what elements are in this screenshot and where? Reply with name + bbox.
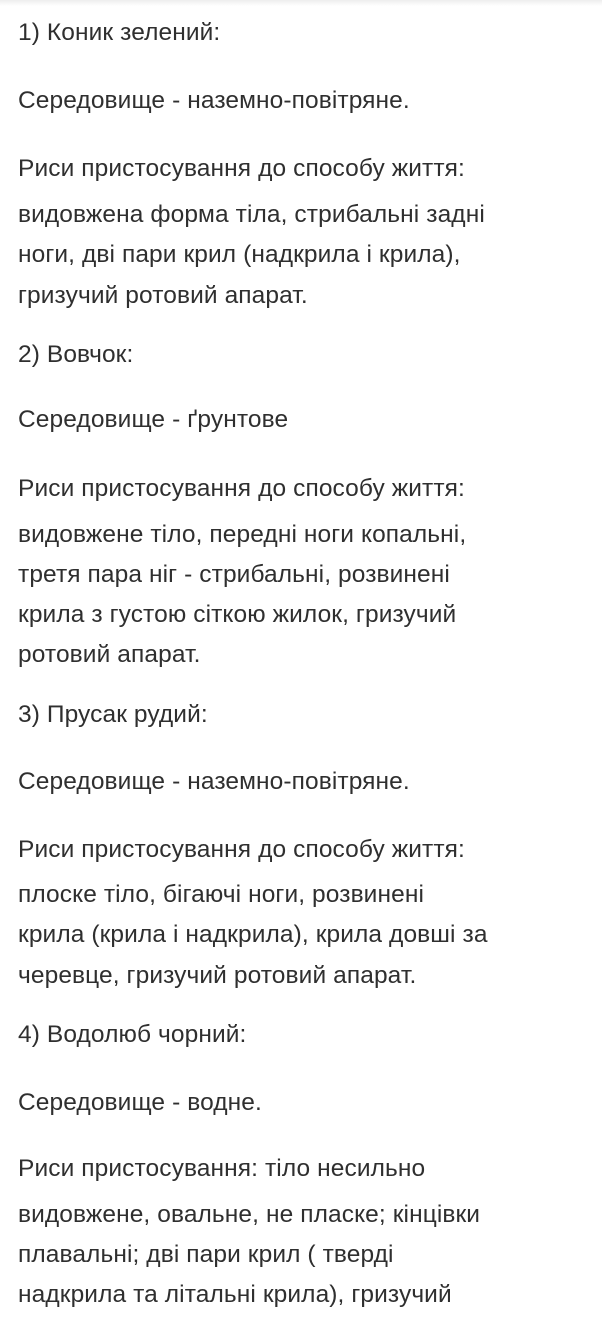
section-4-traits-line-3: надкрила та літальні крила), гризучий [18,1281,452,1308]
section-4-traits-line-1: видовжене, овальне, не пласке; кінцівки [18,1201,481,1228]
section-3-traits-label: Риси пристосування до способу життя: [18,836,465,863]
section-1-environment: Середовище - наземно-повітряне. [18,87,410,114]
section-2-traits-line-1: видовжене тіло, передні ноги копальні, [18,521,467,548]
section-2-traits-label: Риси пристосування до способу життя: [18,475,465,502]
section-3-traits-line-2: крила (крила і надкрила), крила довші за [18,921,488,948]
section-2-environment: Середовище - ґрунтове [18,406,289,433]
section-1-traits-label: Риси пристосування до способу життя: [18,155,465,182]
section-3-traits-line-1: плоске тіло, бігаючі ноги, розвинені [18,881,424,908]
section-2-heading: 2) Вовчок: [18,341,134,368]
section-3-environment: Середовище - наземно-повітряне. [18,768,410,795]
section-1-heading: 1) Коник зелений: [18,19,221,46]
section-1-traits-line-3: гризучий ротовий апарат. [18,282,308,309]
section-2-traits-line-4: ротовий апарат. [18,641,201,668]
section-3-heading: 3) Прусак рудий: [18,701,208,728]
top-shadow [0,0,602,6]
section-2-traits-line-3: крила з густою сіткою жилок, гризучий [18,601,457,628]
section-4-heading: 4) Водолюб чорний: [18,1021,247,1048]
section-4-environment: Середовище - водне. [18,1089,262,1116]
section-4-traits-label: Риси пристосування: тіло несильно [18,1155,426,1182]
section-1-traits-line-1: видовжена форма тіла, стрибальні задні [18,201,485,228]
section-3-traits-line-3: черевце, гризучий ротовий апарат. [18,962,417,989]
section-1-traits-line-2: ноги, дві пари крил (надкрила і крила), [18,241,461,268]
section-4-traits-line-2: плавальні; дві пари крил ( тверді [18,1241,394,1268]
section-2-traits-line-2: третя пара ніг - стрибальні, розвинені [18,561,450,588]
